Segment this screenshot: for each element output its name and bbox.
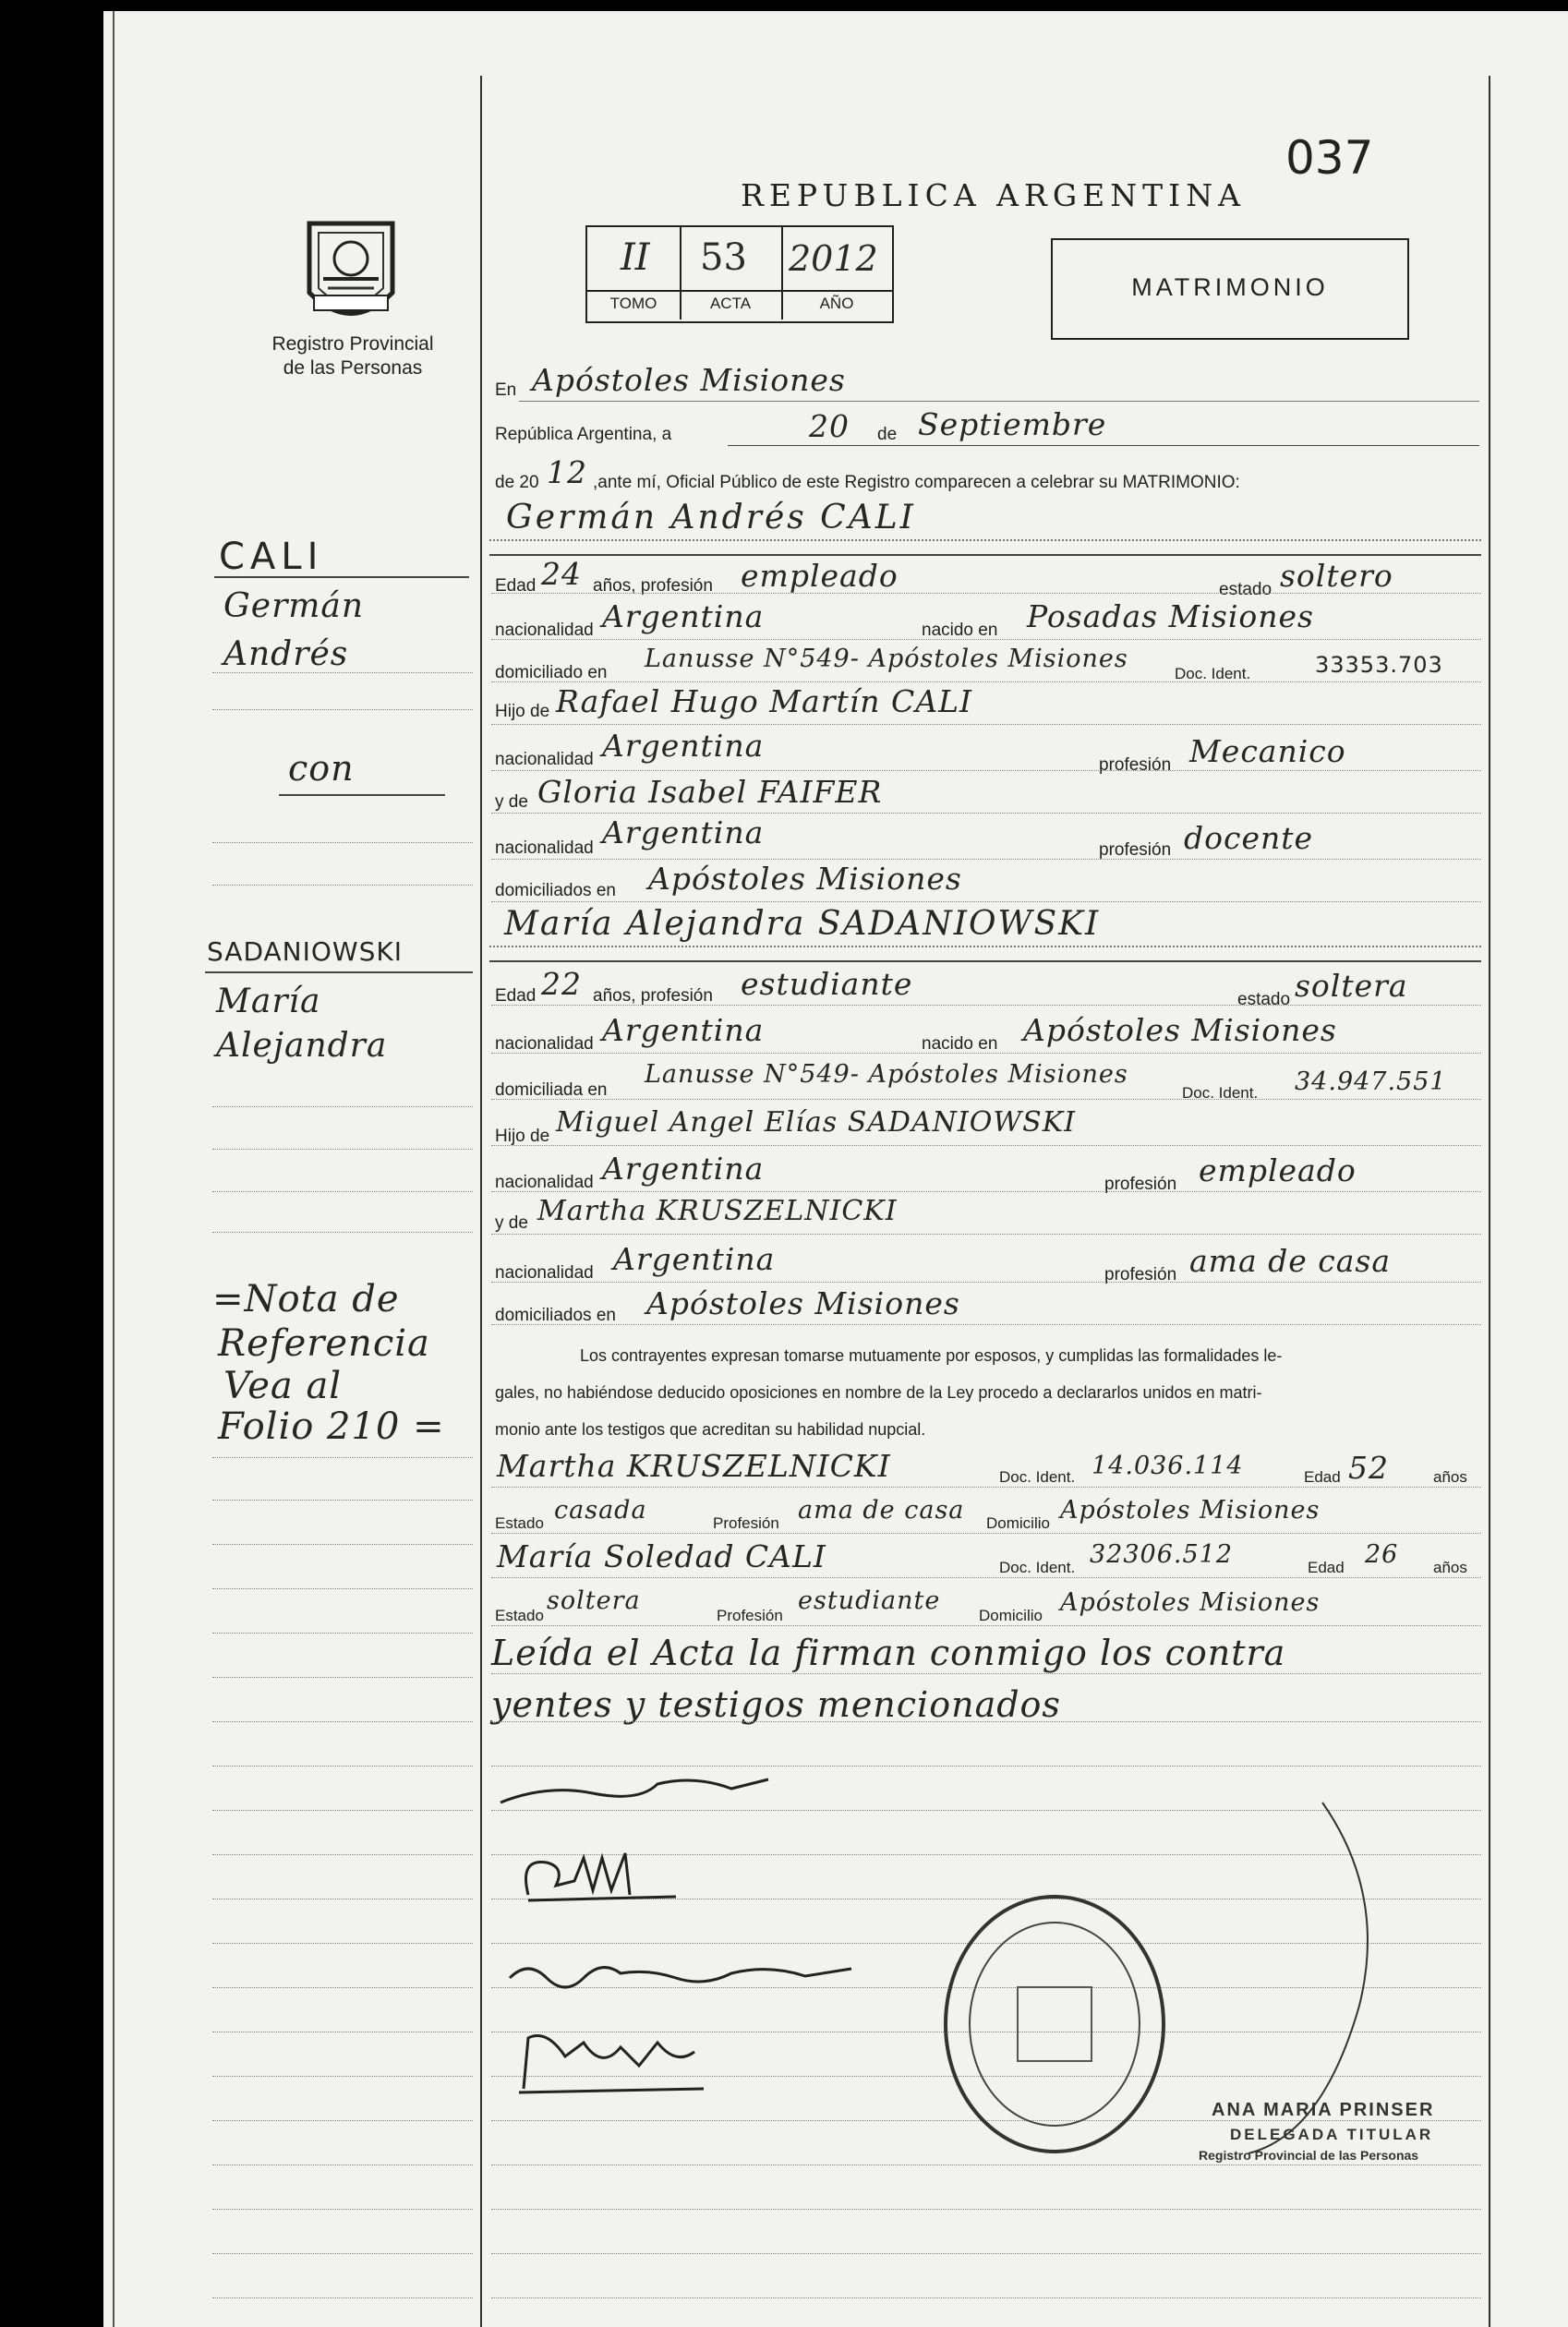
groom-nationality: Argentina bbox=[602, 598, 765, 634]
bride-dom-label: domiciliada en bbox=[495, 1080, 608, 1100]
tomo-label: TOMO bbox=[609, 295, 657, 312]
groom-mother-profession: docente bbox=[1184, 820, 1314, 856]
bride-estado: soltera bbox=[1295, 968, 1408, 1004]
bride-father-profession: empleado bbox=[1199, 1152, 1357, 1188]
margin-groom-name-1: Germán bbox=[223, 587, 365, 625]
groom-parents-dom-label: domiciliados en bbox=[495, 881, 616, 900]
page-number: 037 bbox=[1285, 131, 1374, 185]
bride-birthplace: Apóstoles Misiones bbox=[1023, 1012, 1337, 1048]
witness1-prof-label: Profesión bbox=[713, 1514, 779, 1532]
stamp-line-1: ANA MARIA PRINSER bbox=[1212, 2100, 1435, 2120]
groom-doc-label: Doc. Ident. bbox=[1175, 665, 1251, 682]
bride-profesion-label: años, profesión bbox=[593, 986, 713, 1006]
right-border-line bbox=[1489, 76, 1490, 2327]
bride-parents-dom-label: domiciliados en bbox=[495, 1306, 616, 1325]
bride-age: 22 bbox=[541, 966, 582, 1002]
bride-parents-address: Apóstoles Misiones bbox=[646, 1285, 960, 1321]
groom-estado: soltero bbox=[1280, 558, 1393, 594]
signature-witness-2 bbox=[510, 2024, 750, 2098]
witness2-prof-label: Profesión bbox=[717, 1607, 783, 1624]
groom-profession: empleado bbox=[741, 558, 899, 594]
bride-father-prof-label: profesión bbox=[1104, 1175, 1177, 1194]
declaration-line-1: Los contrayentes expresan tomarse mutuamente por esposos, y cumplidas las formalidades le- bbox=[580, 1346, 1283, 1365]
margin-bride-surname: SADANIOWSKI bbox=[207, 936, 403, 967]
de-label: de bbox=[877, 425, 898, 444]
registry-line-1: Registro Provincial bbox=[271, 333, 434, 355]
groom-full-name: Germán Andrés CALI bbox=[506, 499, 916, 537]
declaration-line-3: monio ante los testigos que acreditan su habilidad nupcial. bbox=[495, 1420, 926, 1439]
groom-age: 24 bbox=[541, 556, 582, 592]
bride-mother-nat-label: nacionalidad bbox=[495, 1263, 594, 1283]
bride-hijo-label: Hijo de bbox=[495, 1127, 550, 1146]
witness1-edad-label: Edad bbox=[1304, 1468, 1341, 1486]
groom-father-nat-label: nacionalidad bbox=[495, 750, 594, 769]
groom-hijo-label: Hijo de bbox=[495, 702, 550, 721]
groom-nat-label: nacionalidad bbox=[495, 621, 594, 640]
registry-name bbox=[251, 332, 454, 380]
margin-note-2: Referencia bbox=[218, 1322, 430, 1365]
witness2-dom-label: Domicilio bbox=[979, 1607, 1043, 1624]
tomo-acta-box bbox=[585, 225, 894, 323]
witness2-doc-label: Doc. Ident. bbox=[999, 1559, 1076, 1576]
year-prefix-label: de 20 bbox=[495, 473, 539, 492]
groom-birthplace: Posadas Misiones bbox=[1027, 598, 1314, 634]
document-page bbox=[103, 11, 1568, 2327]
bride-address: Lanusse N°549- Apóstoles Misiones bbox=[645, 1060, 1128, 1089]
groom-mother-nationality: Argentina bbox=[602, 814, 765, 850]
bride-full-name: María Alejandra SADANIOWSKI bbox=[504, 905, 1101, 943]
bride-nat-label: nacionalidad bbox=[495, 1034, 594, 1054]
margin-bride-name-1: María bbox=[216, 983, 321, 1020]
matrimonio-box bbox=[1051, 238, 1409, 340]
witness1-profession: ama de casa bbox=[798, 1496, 965, 1525]
groom-doc: 33353.703 bbox=[1315, 652, 1443, 678]
place-value: Apóstoles Misiones bbox=[532, 362, 846, 398]
margin-groom-surname: CALI bbox=[219, 536, 324, 578]
margin-note-1: =Nota de bbox=[212, 1278, 400, 1320]
bride-father-nationality: Argentina bbox=[602, 1151, 765, 1187]
groom-profesion-label: años, profesión bbox=[593, 576, 713, 596]
left-edge-line bbox=[113, 11, 115, 2327]
column-divider bbox=[480, 76, 482, 2327]
acta-label: ACTA bbox=[709, 295, 752, 312]
acta-cell bbox=[680, 227, 783, 320]
witness1-address: Apóstoles Misiones bbox=[1060, 1496, 1321, 1525]
acta-value: 53 bbox=[700, 236, 747, 279]
witness2-profession: estudiante bbox=[798, 1586, 941, 1615]
en-label: En bbox=[495, 380, 517, 400]
bride-yde-label: y de bbox=[495, 1213, 528, 1233]
groom-father: Rafael Hugo Martín CALI bbox=[556, 683, 973, 719]
bride-doc-label: Doc. Ident. bbox=[1182, 1084, 1259, 1102]
signature-groom bbox=[491, 1756, 805, 1821]
republica-label: República Argentina, a bbox=[495, 425, 672, 444]
margin-note-4: Folio 210 = bbox=[218, 1405, 445, 1448]
margin-note-3: Vea al bbox=[223, 1365, 343, 1407]
bride-father: Miguel Angel Elías SADANIOWSKI bbox=[556, 1106, 1076, 1139]
anio-cell bbox=[781, 227, 892, 320]
groom-edad-label: Edad bbox=[495, 576, 537, 596]
witness2-edad-label: Edad bbox=[1308, 1559, 1345, 1576]
bride-nationality: Argentina bbox=[602, 1012, 765, 1048]
stamp-line-3: Registro Provincial de las Personas bbox=[1199, 2148, 1419, 2163]
groom-dom-label: domiciliado en bbox=[495, 663, 608, 682]
bride-nacido-label: nacido en bbox=[922, 1034, 998, 1054]
witness2-address: Apóstoles Misiones bbox=[1060, 1588, 1321, 1617]
groom-address: Lanusse N°549- Apóstoles Misiones bbox=[645, 645, 1128, 673]
signature-bride bbox=[510, 1839, 713, 1913]
registry-line-2: de las Personas bbox=[283, 357, 423, 379]
month-value: Septiembre bbox=[918, 406, 1107, 442]
witness2-name: María Soledad CALI bbox=[497, 1538, 826, 1574]
seal-emblem-icon bbox=[291, 205, 411, 334]
closing-line-2: yentes y testigos mencionados bbox=[491, 1684, 1061, 1725]
bride-doc: 34.947.551 bbox=[1295, 1067, 1447, 1096]
margin-bride-name-2: Alejandra bbox=[216, 1027, 388, 1065]
anio-label: AÑO bbox=[819, 295, 854, 312]
declaration-line-2: gales, no habiéndose deducido oposiciones en nombre de la Ley procedo a declararlos unidos en matri- bbox=[495, 1383, 1262, 1402]
groom-parents-address: Apóstoles Misiones bbox=[648, 861, 962, 897]
witness1-doc-label: Doc. Ident. bbox=[999, 1468, 1076, 1486]
province-seal bbox=[291, 205, 411, 334]
groom-estado-label: estado bbox=[1219, 580, 1272, 599]
bride-profession: estudiante bbox=[741, 966, 913, 1002]
bride-estado-label: estado bbox=[1237, 990, 1291, 1009]
bride-edad-label: Edad bbox=[495, 986, 537, 1006]
groom-father-prof-label: profesión bbox=[1099, 755, 1172, 775]
witness1-doc: 14.036.114 bbox=[1092, 1452, 1244, 1480]
stamp-line-2: DELEGADA TITULAR bbox=[1230, 2126, 1434, 2143]
groom-father-nationality: Argentina bbox=[602, 728, 765, 764]
witness2-doc: 32306.512 bbox=[1090, 1540, 1234, 1569]
bride-mother-prof-label: profesión bbox=[1104, 1265, 1177, 1284]
tomo-value: II bbox=[621, 236, 650, 279]
witness2-age: 26 bbox=[1365, 1540, 1399, 1569]
witness2-anos-label: años bbox=[1433, 1559, 1467, 1576]
groom-mother-nat-label: nacionalidad bbox=[495, 838, 594, 858]
margin-groom-name-2: Andrés bbox=[223, 635, 349, 673]
bride-mother-nationality: Argentina bbox=[613, 1241, 776, 1277]
margin-con: con bbox=[288, 748, 355, 789]
bride-mother-profession: ama de casa bbox=[1189, 1243, 1392, 1279]
witness1-estado-label: Estado bbox=[495, 1514, 544, 1532]
groom-mother: Gloria Isabel FAIFER bbox=[537, 774, 883, 810]
witness1-age: 52 bbox=[1348, 1450, 1389, 1486]
closing-line-1: Leída el Acta la firman conmigo los contra bbox=[491, 1633, 1286, 1673]
tomo-cell bbox=[587, 227, 681, 320]
witness1-name: Martha KRUSZELNICKI bbox=[497, 1448, 891, 1484]
groom-nacido-label: nacido en bbox=[922, 621, 998, 640]
matrimonio-label: MATRIMONIO bbox=[1131, 273, 1329, 301]
bride-mother: Martha KRUSZELNICKI bbox=[537, 1195, 898, 1227]
witness1-anos-label: años bbox=[1433, 1468, 1467, 1486]
official-stamp-seal bbox=[935, 1886, 1175, 2163]
groom-mother-prof-label: profesión bbox=[1099, 840, 1172, 860]
bride-father-nat-label: nacionalidad bbox=[495, 1173, 594, 1192]
groom-father-profession: Mecanico bbox=[1189, 733, 1346, 769]
day-value: 20 bbox=[809, 408, 850, 444]
witness2-estado-label: Estado bbox=[495, 1607, 544, 1624]
witness1-estado: casada bbox=[554, 1496, 647, 1525]
statement-text: ,ante mí, Oficial Público de este Registro comparecen a celebrar su MATRIMONIO: bbox=[593, 473, 1240, 492]
groom-yde-label: y de bbox=[495, 792, 528, 812]
year-suffix-value: 12 bbox=[547, 454, 587, 490]
witness2-estado: soltera bbox=[547, 1586, 641, 1615]
anio-value: 2012 bbox=[789, 238, 878, 279]
country-title: REPUBLICA ARGENTINA bbox=[741, 177, 1246, 213]
witness1-dom-label: Domicilio bbox=[986, 1514, 1050, 1532]
